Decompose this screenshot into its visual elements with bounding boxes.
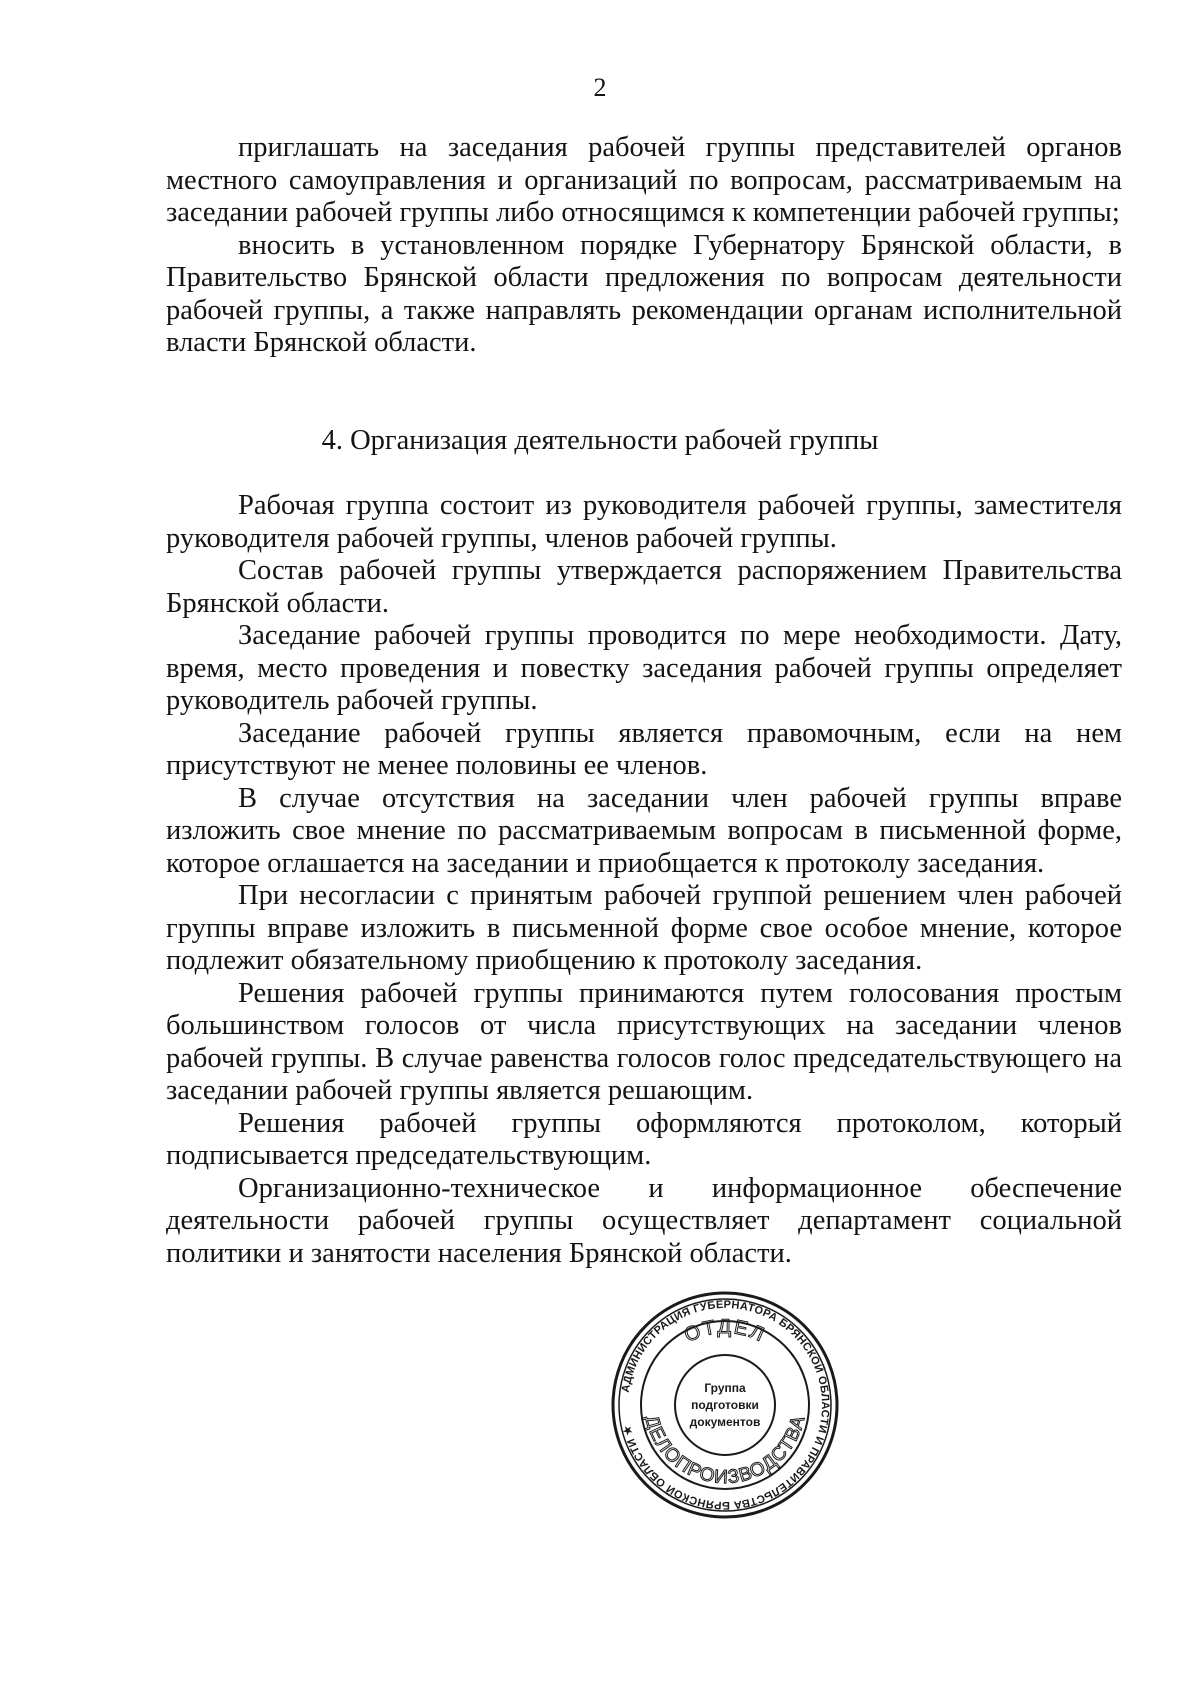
paragraph-meeting-schedule: Заседание рабочей группы проводится по мере необходимости. Дату, время, место проведения и повестку заседания рабочей группы определяет руководитель рабочей группы. xyxy=(166,620,1122,716)
paragraph-proposals: вносить в установленном порядке Губернатору Брянской области, в Правительство Брянской области предложения по вопросам деятельности рабочей группы, а также направлять рекомендации органам исполнительной власти Брянской области. xyxy=(166,229,1122,358)
stamp-outer-ring-text: АДМИНИСТРАЦИЯ ГУБЕРНАТОРА БРЯНСКОЙ ОБЛАСТИ И ПРАВИТЕЛЬСТВА БРЯНСКОЙ ОБЛАСТИ ★ xyxy=(619,1298,832,1512)
stamp-center-line-1: Группа xyxy=(704,1381,746,1395)
paragraph-absence: В случае отсутствия на заседании член рабочей группы вправе изложить свое мнение по рассматриваемым вопросам в письменной форме, которое оглашается на заседании и приобщается к протоколу заседания. xyxy=(166,782,1122,879)
paragraph-quorum: Заседание рабочей группы является правомочным, если на нем присутствуют не менее половины ее членов. xyxy=(166,717,1122,781)
paragraph-voting: Решения рабочей группы принимаются путем голосования простым большинством голосов от числа присутствующих на заседании членов рабочей группы. В случае равенства голосов голос председательствующего на заседании рабочей группы является решающим. xyxy=(166,977,1122,1106)
paragraph-protocol: Решения рабочей группы оформляются протоколом, который подписывается председательствующим. xyxy=(166,1107,1122,1171)
stamp-center-line-3: документов xyxy=(689,1415,761,1429)
paragraph-composition: Рабочая группа состоит из руководителя рабочей группы, заместителя руководителя рабочей группы, членов рабочей группы. xyxy=(166,490,1122,554)
intro-text-block xyxy=(166,132,1122,360)
paragraph-support: Организационно-техническое и информационное обеспечение деятельности рабочей группы осуществляет департамент социальной политики и занятости населения Брянской области. xyxy=(166,1172,1122,1269)
official-stamp xyxy=(610,1290,840,1520)
paragraph-invite: приглашать на заседания рабочей группы представителей органов местного самоуправления и организаций по вопросам, рассматриваемым на заседании рабочей группы либо относящимся к компетенции рабочей группы; xyxy=(166,132,1122,228)
section-heading: 4. Организация деятельности рабочей группы xyxy=(321,425,879,456)
stamp-bottom-word: ДЕЛОПРОИЗВОДСТВА xyxy=(640,1412,810,1489)
section-text-block xyxy=(166,490,1122,1270)
page-number: 2 xyxy=(593,73,607,102)
paragraph-approval: Состав рабочей группы утверждается распоряжением Правительства Брянской области. xyxy=(166,555,1122,619)
paragraph-dissent: При несогласии с принятым рабочей группой решением член рабочей группы вправе изложить в письменной форме свое особое мнение, которое подлежит обязательному приобщению к протоколу заседания. xyxy=(166,880,1122,976)
stamp-top-word: ОТДЕЛ xyxy=(681,1315,769,1347)
stamp-center-line-2: подготовки xyxy=(691,1398,759,1412)
